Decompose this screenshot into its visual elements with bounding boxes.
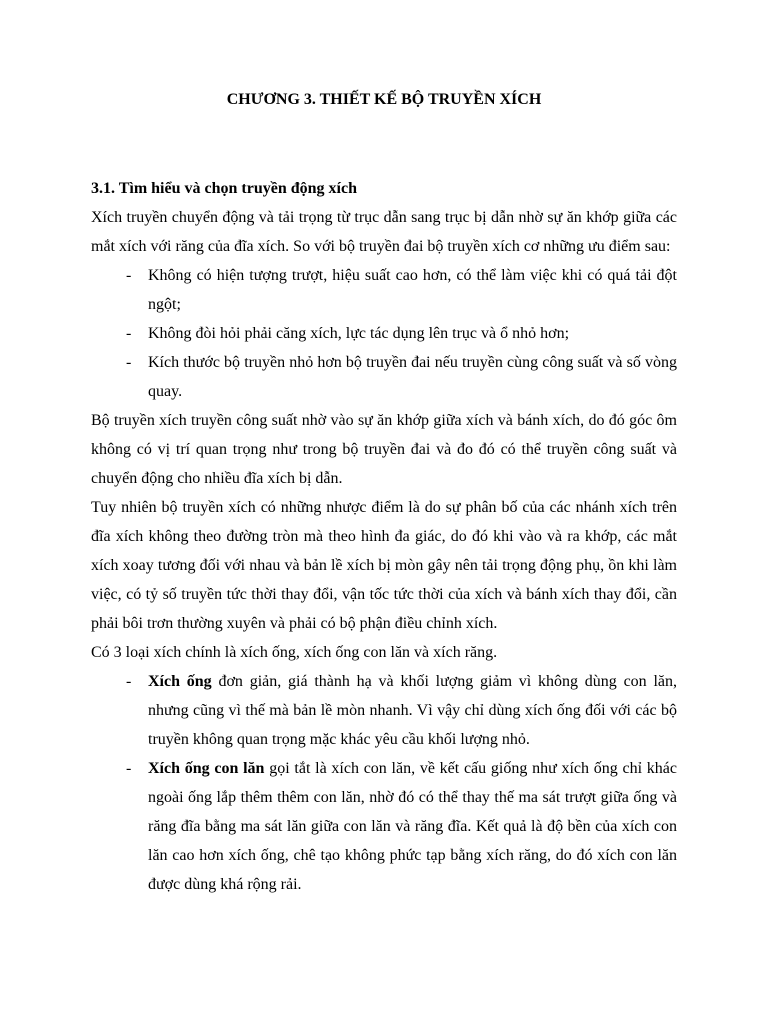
list-item [91,261,677,319]
chain-type-description: gọi tắt là xích con lăn, về kết cấu giống như xích ống chỉ khác ngoài ống lắp thêm thêm con lăn, nhờ đó có thể thay thế ma sát trượt giữa ống và răng đĩa bằng ma sát lăn giữa con lăn và răng đĩa. Kết quả là độ bền của xích con lăn cao hơn xích ống, chê tạo không phức tạp bằng xích răng, do đó xích con lăn được dùng khá rộng rải. [148,760,677,893]
chapter-title: CHƯƠNG 3. THIẾT KẾ BỘ TRUYỀN XÍCH [226,91,542,108]
chain-type-term: Xích ống con lăn [148,760,265,777]
section-heading: 3.1. Tìm hiểu và chọn truyền động xích [91,180,357,197]
chain-type-description: đơn giản, giá thành hạ và khối lượng giảm vì không dùng con lăn, nhưng cũng vì thế mà bản lề mòn nhanh. Vì vậy chỉ dùng xích ống đối với các bộ truyền không quan trọng mặc khác yêu cầu khối lượng nhỏ. [148,673,677,748]
advantage-text: Không đòi hỏi phải căng xích, lực tác dụng lên trục và ổ nhỏ hơn; [148,325,570,342]
document-body [91,174,677,899]
bullet-dash: - [126,267,132,284]
angle-paragraph: Bộ truyền xích truyền công suất nhờ vào sự ăn khớp giữa xích và bánh xích, do đó góc ôm không có vị trí quan trọng như trong bộ truyền đai và đo đó có thể truyền công suất và chuyển động cho nhiều đĩa xích bị dẫn. [91,412,677,487]
bullet-dash: - [126,673,132,690]
chain-type-term: Xích ống [148,673,212,690]
chain-types-list [91,667,677,899]
intro-paragraph: Xích truyền chuyển động và tải trọng từ trục dẫn sang trục bị dẫn nhờ sự ăn khớp giữa các mắt xích với răng của đĩa xích. So với bộ truyền đai bộ truyền xích cơ những ưu điểm sau: [91,209,677,255]
bullet-dash: - [126,760,132,777]
advantage-text: Kích thước bộ truyền nhỏ hơn bộ truyền đai nếu truyền cùng công suất và số vòng quay. [148,354,677,400]
chain-types-paragraph: Có 3 loại xích chính là xích ống, xích ống con lăn và xích răng. [91,644,498,661]
list-item [91,319,677,348]
list-item [91,348,677,406]
bullet-dash: - [126,325,132,342]
bullet-dash: - [126,354,132,371]
list-item [91,754,677,899]
list-item [91,667,677,754]
advantage-text: Không có hiện tượng trượt, hiệu suất cao hơn, có thể làm việc khi có quá tải đột ngột; [148,267,677,313]
drawbacks-paragraph: Tuy nhiên bộ truyền xích có những nhược điểm là do sự phân bố của các nhánh xích trên đĩa xích không theo đường tròn mà theo hình đa giác, do đó khi vào và ra khớp, các mắt xích xoay tương đối với nhau và bản lề xích bị mòn gây nên tải trọng động phụ, ồn khi làm việc, có tỷ số truyền tức thời thay đổi, vận tốc tức thời của xích và bánh xích thay đổi, cần phải bôi trơn thường xuyên và phải có bộ phận điều chỉnh xích. [91,499,677,632]
advantages-list [91,261,677,406]
